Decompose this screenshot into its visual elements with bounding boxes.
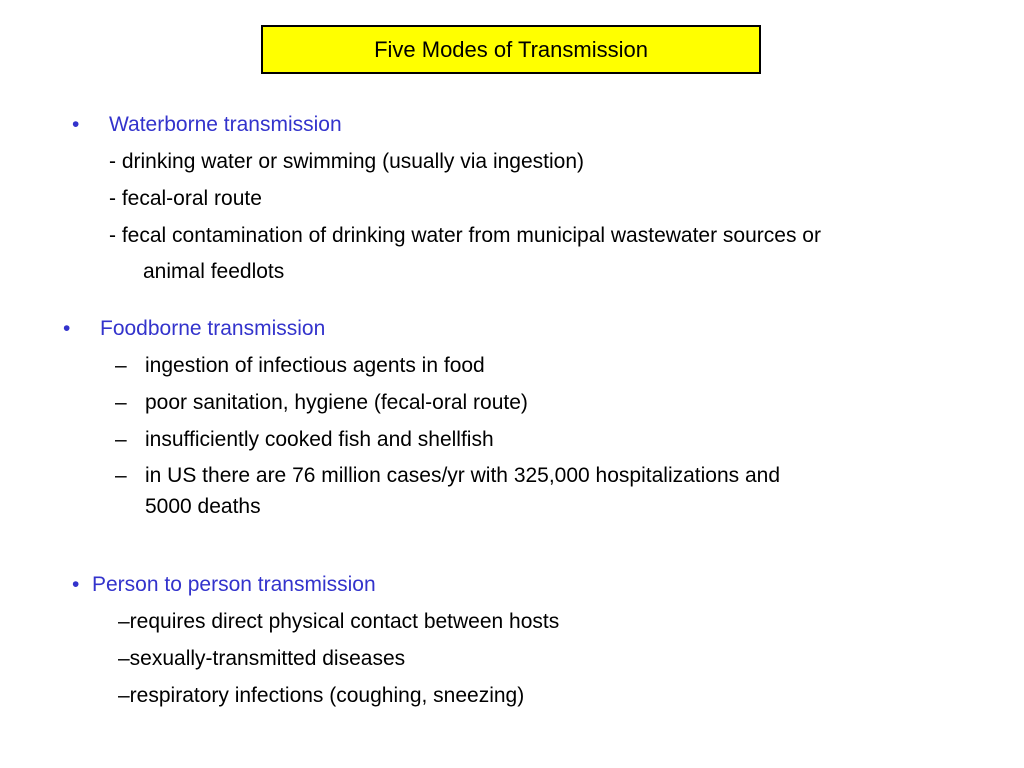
dash-icon: – — [115, 464, 127, 487]
list-item: –respiratory infections (coughing, sneezing) — [118, 684, 525, 707]
section-heading-person-to-person: Person to person transmission — [92, 573, 376, 596]
dash-icon: – — [115, 354, 127, 377]
list-item: poor sanitation, hygiene (fecal-oral route) — [145, 391, 528, 414]
bullet-icon: • — [72, 113, 80, 136]
list-item-continuation: animal feedlots — [143, 260, 285, 283]
slide-title — [261, 25, 761, 74]
list-item: in US there are 76 million cases/yr with 325,000 hospitalizations and — [145, 464, 781, 487]
section-heading-waterborne: Waterborne transmission — [109, 113, 342, 136]
dash-icon: – — [115, 391, 127, 414]
list-item: –sexually-transmitted diseases — [118, 647, 406, 670]
section-heading-foodborne: Foodborne transmission — [100, 317, 326, 340]
list-item: –requires direct physical contact between hosts — [118, 610, 560, 633]
list-item: ingestion of infectious agents in food — [145, 354, 485, 377]
list-item: - fecal-oral route — [109, 187, 262, 210]
bullet-icon: • — [63, 317, 71, 340]
list-item-continuation: 5000 deaths — [145, 495, 261, 518]
slide-title-text: Five Modes of Transmission — [374, 36, 648, 62]
list-item: - drinking water or swimming (usually via ingestion) — [109, 150, 585, 173]
list-item: insufficiently cooked fish and shellfish — [145, 428, 494, 451]
bullet-icon: • — [72, 573, 80, 596]
dash-icon: – — [115, 428, 127, 451]
list-item: - fecal contamination of drinking water from municipal wastewater sources or — [109, 224, 821, 247]
